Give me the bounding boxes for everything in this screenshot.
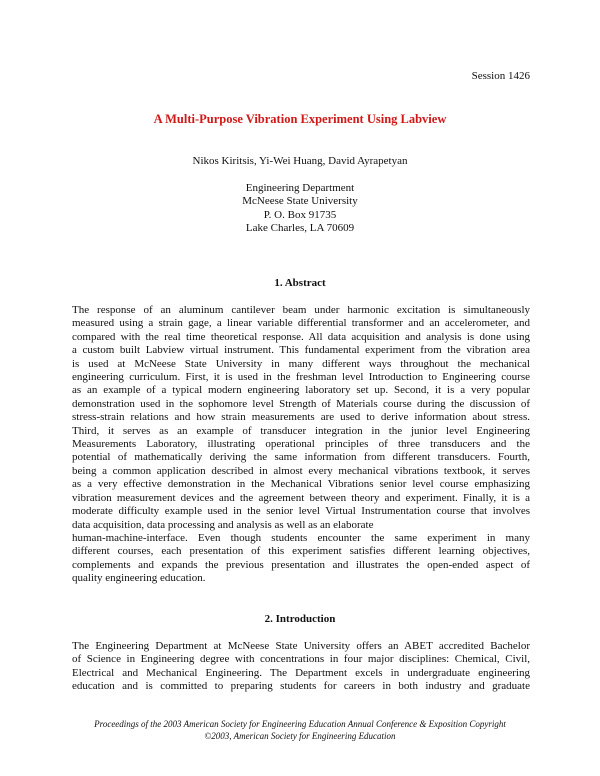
abstract-heading: 1. Abstract — [274, 277, 326, 289]
paragraph-line: of Science in Engineering degree with concentrations in four major disciplines: Chemical, Civil, — [72, 653, 530, 666]
affiliation-po-box: P. O. Box 91735 — [263, 208, 337, 221]
paragraph-line: compared with the real time theoretical response. All data acquisition and analysis is done using — [72, 330, 530, 343]
paragraph-line: measured using a strain gage, a linear variable differential transformer and an accelerometer, and — [72, 317, 530, 330]
author-list: Nikos Kiritsis, Yi-Wei Huang, David Ayrapetyan — [192, 155, 408, 167]
paragraph-line: quality engineering education. — [72, 572, 206, 585]
footer-proceedings-line: Proceedings of the 2003 American Society for Engineering Education Annual Conference & Exposition Copyright — [94, 719, 506, 729]
abstract-paragraph — [72, 304, 530, 586]
footer-copyright-line: ©2003, American Society for Engineering Education — [204, 731, 396, 741]
paragraph-line: vibration measurement devices and the agreement between theory and experiment. Finally, it is a — [72, 491, 530, 504]
paper-title: A Multi-Purpose Vibration Experiment Using Labview — [153, 112, 447, 126]
paragraph-line: Measurements Laboratory, illustrating operational principles of three transducers and the — [72, 438, 530, 451]
paragraph-line: The response of an aluminum cantilever beam under harmonic excitation is simultaneously — [72, 304, 530, 316]
paragraph-line: moderate difficulty example used in the senior level Virtual Instrumentation course that involves — [72, 505, 530, 518]
paragraph-line: a custom built Labview virtual instrument. This fundamental experiment from the vibration area — [72, 344, 530, 357]
paragraph-line: human-machine-interface. Even though students encounter the same experiment in many — [72, 531, 530, 544]
introduction-heading: 2. Introduction — [264, 613, 336, 625]
paragraph-line: education and is committed to preparing students for careers in both industry and graduate — [72, 680, 530, 693]
paragraph-line: Electrical and Mechanical Engineering. The Department excels in undergraduate engineering — [72, 666, 530, 679]
proceedings-footer — [0, 718, 600, 742]
session-number: Session 1426 — [471, 70, 530, 82]
paragraph-line: being a common application described in almost every mechanical vibrations textbook, it serves — [72, 464, 530, 477]
affiliation-city: Lake Charles, LA 70609 — [245, 222, 355, 235]
affiliation-block — [0, 182, 600, 236]
paragraph-line: engineering curriculum. First, it is used in the freshman level Introduction to Engineering course — [72, 371, 530, 384]
paragraph-line: potential of mathematically deriving the same information from different transducers. Fourth, — [72, 451, 530, 464]
paragraph-line: Third, it serves as an example of transducer integration in the junior level Engineering — [72, 424, 530, 437]
paragraph-line: data acquisition, data processing and analysis as well as an elaborate — [72, 518, 374, 531]
paragraph-line: stress-strain relations and how strain measurements are used to derive information about stress. — [72, 411, 530, 424]
introduction-paragraph — [72, 640, 530, 694]
paragraph-line: as an example of a typical modern engineering laboratory set up. Second, it is a very popular — [72, 384, 530, 397]
paragraph-line: demonstration used in the sophomore level Strength of Materials course during the discussion of — [72, 397, 530, 410]
paragraph-line: complements and expands the previous presentation and illustrates the open-ended aspect of — [72, 558, 530, 571]
affiliation-department: Engineering Department — [245, 182, 355, 194]
paragraph-line: is used at McNeese State University in many different ways throughout the mechanical — [72, 357, 530, 370]
affiliation-university: McNeese State University — [242, 195, 358, 208]
paragraph-line: different courses, each presentation of this experiment satisfies different learning objectives, — [72, 545, 530, 558]
paragraph-line: as a very effective demonstration in the Mechanical Vibrations senior level course emphasizing — [72, 478, 530, 491]
paragraph-line: The Engineering Department at McNeese State University offers an ABET accredited Bachelor — [72, 640, 530, 652]
